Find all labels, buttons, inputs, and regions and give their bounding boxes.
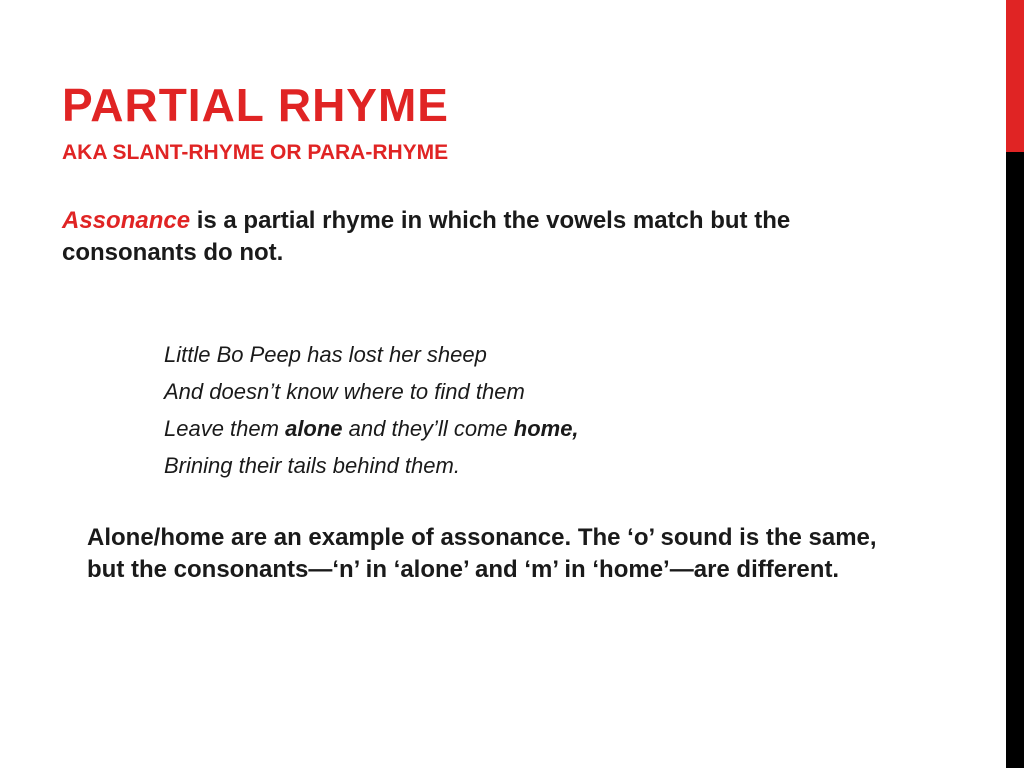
poem-line-4: Brining their tails behind them. (164, 453, 460, 478)
side-accent-bar (1006, 0, 1024, 768)
slide-subtitle: AKA SLANT-RHYME OR PARA-RHYME (62, 141, 449, 164)
poem-line-3 (164, 410, 864, 447)
definition-term: Assonance (62, 207, 191, 234)
side-accent-red-segment (1006, 0, 1024, 152)
definition-text: is a partial rhyme in which the vowels match but the consonants do not. (62, 207, 791, 266)
poem-highlight-alone: alone (285, 416, 343, 441)
poem-line-3-part-2: and they’ll come (342, 416, 514, 441)
slide-title: PARTIAL RHYME (62, 79, 449, 131)
poem-highlight-home: home, (513, 416, 579, 441)
explanation-paragraph: Alone/home are an example of assonance. The ‘o’ sound is the same, but the consonants—‘n’ in ‘alone’ and ‘m’ in ‘home’—are different. (87, 524, 877, 583)
poem-line-3-part-1: Leave them (164, 416, 286, 441)
poem-line-1: Little Bo Peep has lost her sheep (164, 342, 487, 367)
definition-paragraph (62, 205, 902, 269)
poem-excerpt (164, 336, 864, 484)
poem-line-2: And doesn’t know where to find them (164, 379, 525, 404)
